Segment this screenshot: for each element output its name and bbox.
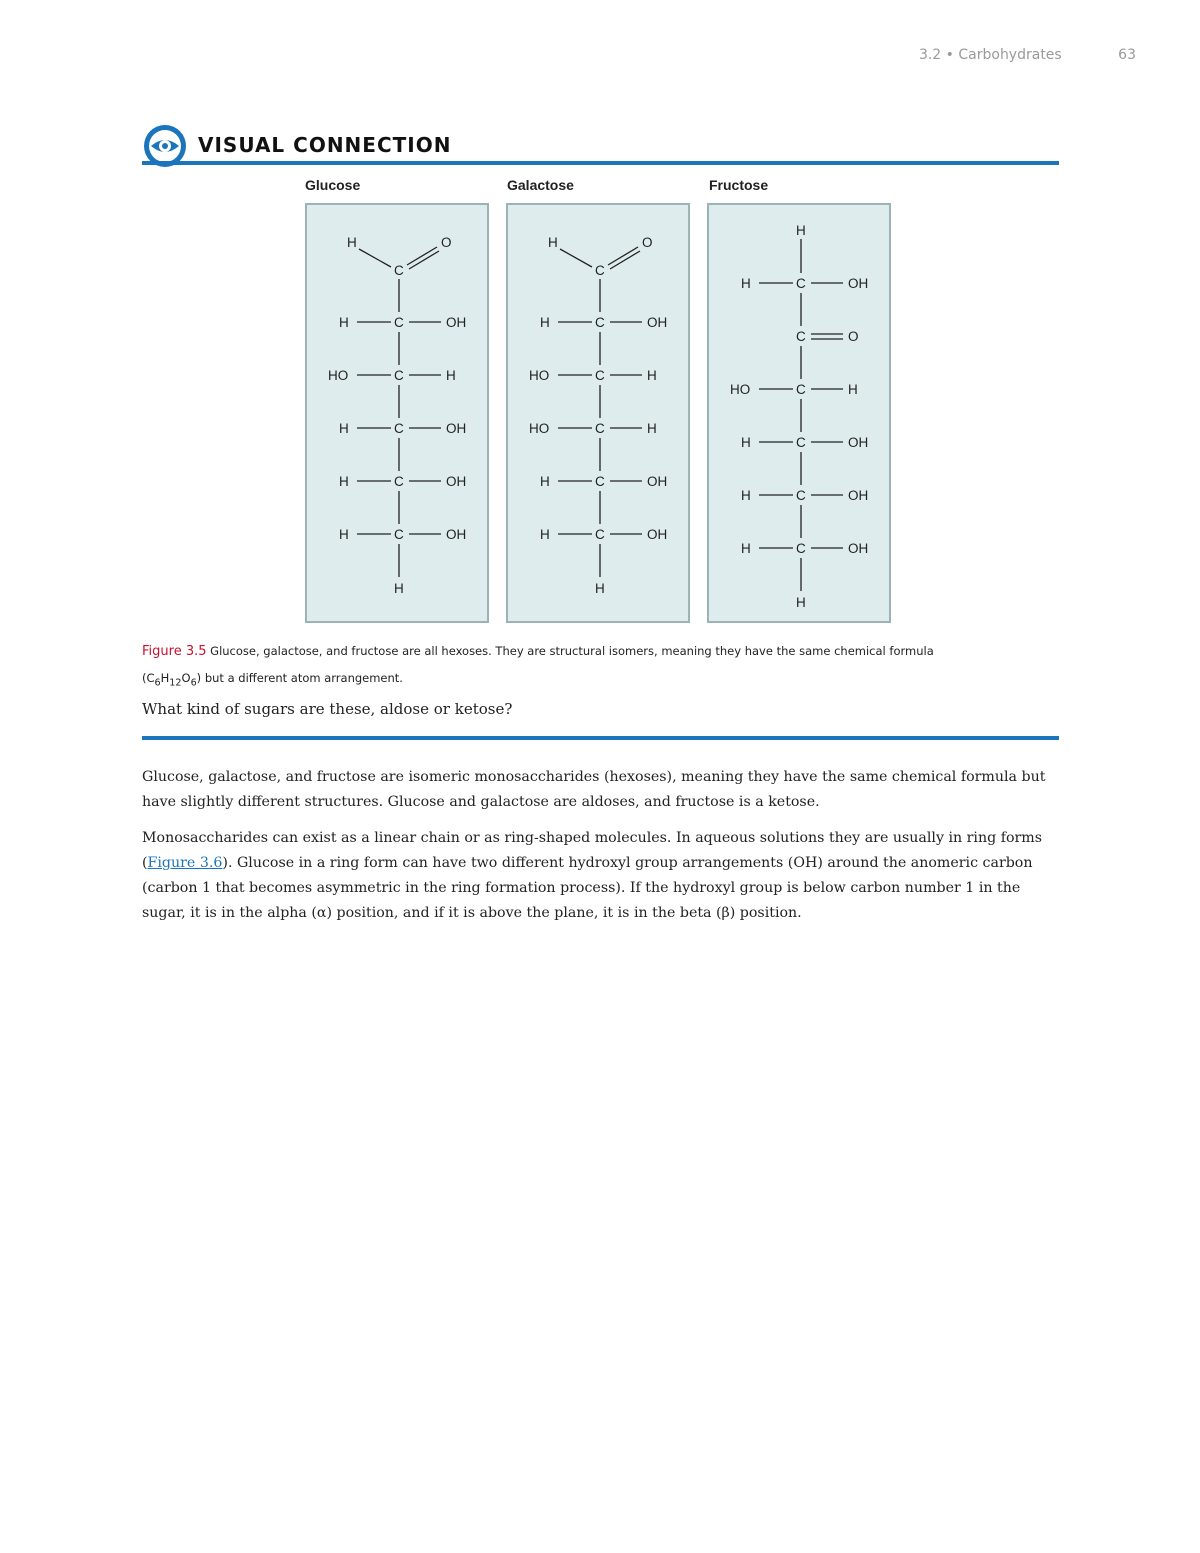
atom-label: H [446, 368, 456, 383]
fructose-title: Fructose [709, 177, 769, 193]
atom-label: H [741, 488, 751, 503]
atom-label: C [595, 315, 605, 330]
atom-label: H [339, 315, 349, 330]
atom-label: OH [446, 421, 467, 436]
figure-question: What kind of sugars are these, aldose or ketose? [142, 700, 513, 718]
body-paragraph-2 [142, 826, 1059, 926]
atom-label: C [796, 435, 806, 450]
figure-caption [142, 638, 1042, 696]
glucose-title: Glucose [305, 177, 361, 193]
atom-label: OH [446, 527, 467, 542]
atom-label: C [394, 315, 404, 330]
atom-label: C [394, 474, 404, 489]
glucose-structure [305, 203, 489, 623]
atom-label: C [796, 382, 806, 397]
atom-label: H [540, 474, 550, 489]
running-head-section: 3.2 • Carbohydrates [918, 47, 1062, 63]
atom-label: OH [647, 474, 668, 489]
atom-label: OH [647, 315, 668, 330]
atom-label: H [796, 595, 806, 610]
atom-label: O [642, 235, 653, 250]
atom-label: H [647, 368, 657, 383]
formula-subscript: 12 [169, 677, 182, 689]
visual-connection-header [142, 124, 1059, 166]
formula-subscript: 6 [190, 677, 197, 689]
atom-label: H [741, 541, 751, 556]
caption-paren: ( [142, 671, 147, 685]
paragraph-2-start: Monosaccharides can exist as a linear chain or as ring-shaped molecules. In aqueous solutions they are usually in ring forms ( [142, 830, 1043, 871]
atom-label: C [394, 368, 404, 383]
atom-label: OH [647, 527, 668, 542]
atom-label: OH [446, 474, 467, 489]
atom-label: H [339, 527, 349, 542]
atom-label: H [741, 435, 751, 450]
atom-label: C [796, 541, 806, 556]
galactose-structure [506, 203, 690, 623]
atom-label: C [796, 329, 806, 344]
visual-connection-bottom-rule [142, 736, 1059, 740]
atom-label: OH [848, 488, 869, 503]
figure-3-6-link[interactable]: Figure 3.6 [147, 855, 223, 871]
fructose-structure [707, 203, 891, 623]
atom-label: OH [848, 435, 869, 450]
formula-h: H [160, 671, 170, 685]
visual-connection-top-rule [142, 161, 1059, 165]
atom-label: HO [730, 382, 751, 397]
hexose-figure [305, 175, 905, 630]
atom-label: H [741, 276, 751, 291]
atom-label: H [548, 235, 558, 250]
atom-label: H [595, 581, 605, 596]
atom-label: C [595, 421, 605, 436]
formula-c: C [146, 671, 155, 685]
atom-label: OH [848, 276, 869, 291]
atom-label: HO [529, 368, 550, 383]
galactose-title: Galactose [507, 177, 574, 193]
atom-label: H [394, 581, 404, 596]
atom-label: C [394, 421, 404, 436]
atom-label: C [595, 527, 605, 542]
figure-label: Figure 3.5 [142, 644, 207, 659]
atom-label: H [339, 421, 349, 436]
atom-label: C [595, 474, 605, 489]
formula-o: O [181, 671, 191, 685]
atom-label: C [796, 276, 806, 291]
atom-label: H [347, 235, 357, 250]
atom-label: H [848, 382, 858, 397]
atom-label: H [796, 223, 806, 238]
caption-text-end: ) but a different atom arrangement. [196, 671, 403, 685]
atom-label: H [540, 527, 550, 542]
atom-label: O [848, 329, 859, 344]
atom-label: C [796, 488, 806, 503]
atom-label: HO [328, 368, 349, 383]
atom-label: H [647, 421, 657, 436]
atom-label: C [595, 368, 605, 383]
atom-label: OH [848, 541, 869, 556]
visual-connection-title: VISUAL CONNECTION [198, 133, 452, 157]
atom-label: H [339, 474, 349, 489]
atom-label: O [441, 235, 452, 250]
page-number: 63 [1118, 47, 1136, 63]
atom-label: C [394, 263, 404, 278]
formula-subscript: 6 [154, 677, 161, 689]
page-header [919, 47, 1136, 63]
body-paragraph-1: Glucose, galactose, and fructose are isomeric monosaccharides (hexoses), meaning they have the same chemical formula but have slightly different structures. Glucose and galactose are aldoses, and fructose is a ketose. [142, 769, 1046, 810]
atom-label: C [394, 527, 404, 542]
caption-text: Glucose, galactose, and fructose are all hexoses. They are structural isomers, meaning they have the same chemical formula [210, 644, 934, 658]
atom-label: HO [529, 421, 550, 436]
paragraph-2-end: ). Glucose in a ring form can have two different hydroxyl group arrangements (OH) around the anomeric carbon (carbon 1 that becomes asymmetric in the ring formation process). If the hydroxyl group is below carbon number 1 in the sugar, it is in the alpha (α) position, and if it is above the plane, it is in the beta (β) position. [142, 855, 1033, 921]
atom-label: H [540, 315, 550, 330]
atom-label: OH [446, 315, 467, 330]
atom-label: C [595, 263, 605, 278]
